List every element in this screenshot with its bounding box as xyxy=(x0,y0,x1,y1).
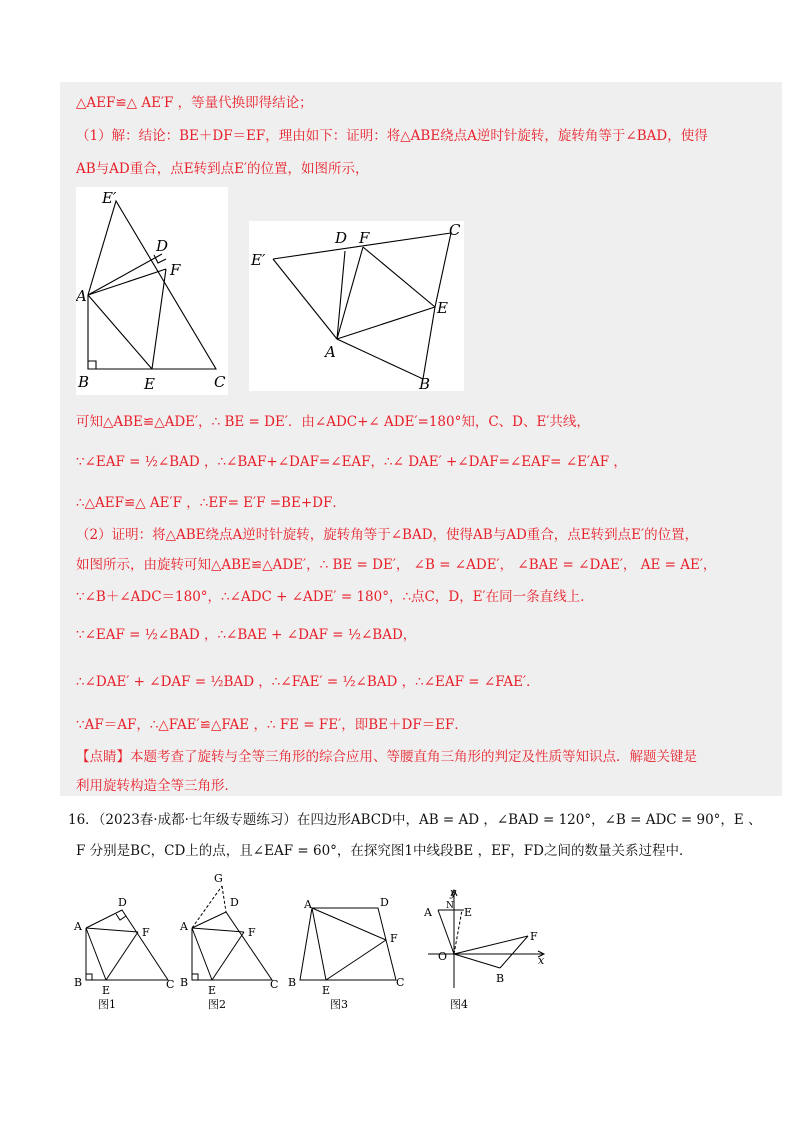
problem-line-1: 16．（2023春·成都·七年级专题练习）在四边形ABCD中，AB = AD ，∠BAD = 120°，∠B = ADC = 90°，E 、 xyxy=(68,812,762,828)
label-f: F xyxy=(530,930,538,943)
label-b: B xyxy=(496,972,505,985)
figure-1 xyxy=(66,880,189,1010)
figure-1-diagram xyxy=(66,880,189,1010)
label-a: A xyxy=(76,287,87,305)
figure-3-diagram xyxy=(286,894,410,1010)
label-d: D xyxy=(380,896,389,909)
solution-line-9: ∵∠B＋∠ADC＝180°，∴∠ADC + ∠ADE′ = 180°，∴点C，D，E′在同一条直线上． xyxy=(76,589,594,605)
solution-line-3: AB与AD重合，点E转到点E′的位置，如图所示， xyxy=(76,161,369,177)
label-c: C xyxy=(449,221,461,239)
label-f: F xyxy=(142,926,150,939)
label-b: B xyxy=(180,976,189,989)
label-x: x xyxy=(538,954,545,967)
label-b: B xyxy=(74,976,83,989)
label-e: E xyxy=(144,375,155,393)
label-a: A xyxy=(424,906,432,919)
label-g: G xyxy=(214,872,223,885)
solution-line-10: ∵∠EAF = ½∠BAD ，∴∠BAE + ∠DAF = ½∠BAD， xyxy=(76,627,417,643)
figure-4-diagram xyxy=(420,884,550,1010)
label-d: D xyxy=(118,896,127,909)
solution-line-4: 可知△ABE≌△ADE′，∴ BE = DE′．由∠ADC+∠ ADE′=180°知，C、D、E′共线， xyxy=(76,414,590,430)
label-e-prime: E′ xyxy=(102,189,117,207)
label-c: C xyxy=(270,978,279,991)
solution-line-2: （1）解：结论：BE＋DF＝EF，理由如下：证明：将△ABE绕点A逆时针旋转，旋转角等于∠BAD，使得 xyxy=(76,128,708,144)
solution-line-12: ∵AF＝AF，∴△FAE′≌△FAE ，∴ FE = FE′，即BE＋DF＝EF． xyxy=(76,717,468,733)
figure-4-caption: 图4 xyxy=(450,998,468,1010)
label-c: C xyxy=(166,978,175,991)
label-b: B xyxy=(419,375,431,391)
label-e: E xyxy=(464,906,473,919)
solution-line-11: ∴∠DAE′ + ∠DAF = ½BAD ，∴∠FAE′ = ½∠BAD ，∴∠EAF = ∠FAE′． xyxy=(76,674,540,690)
solution-line-5: ∵∠EAF = ½∠BAD ，∴∠BAF+∠DAF=∠EAF，∴∠ DAE′ +∠DAF=∠EAF= ∠E′AF ， xyxy=(76,454,627,470)
label-e: E xyxy=(208,984,217,997)
label-e-prime: E′ xyxy=(251,251,266,269)
figure-top-left xyxy=(76,187,228,395)
figure-2-caption: 图2 xyxy=(208,998,226,1010)
label-o: O xyxy=(438,950,448,963)
figure-3-caption: 图3 xyxy=(330,998,348,1010)
label-y: y xyxy=(450,886,457,899)
label-c: C xyxy=(214,373,226,391)
figure-4 xyxy=(420,884,550,1010)
figure-3 xyxy=(286,894,410,1010)
label-d: D xyxy=(230,896,239,909)
label-n: N xyxy=(446,901,454,911)
solution-line-13: 【点睛】本题考查了旋转与全等三角形的综合应用、等腰直角三角形的判定及性质等知识点．解题关键是 xyxy=(76,749,697,765)
label-e: E xyxy=(322,984,331,997)
label-f: F xyxy=(170,261,181,279)
figure-2 xyxy=(174,866,284,1010)
label-d: D xyxy=(335,229,348,247)
label-b: B xyxy=(78,373,90,391)
label-a: A xyxy=(304,898,312,911)
label-f: F xyxy=(390,932,398,945)
label-a: A xyxy=(74,920,82,933)
figure-top-left-diagram xyxy=(76,187,228,395)
solution-line-7: （2）证明：将△ABE绕点A逆时针旋转，旋转角等于∠BAD，使得AB与AD重合，点E转到点E′的位置， xyxy=(76,527,699,543)
label-e: E xyxy=(102,984,111,997)
figure-1-caption: 图1 xyxy=(98,998,116,1010)
label-d: D xyxy=(156,237,169,255)
label-a: A xyxy=(180,920,188,933)
problem-line-2: F 分别是BC，CD上的点，且∠EAF = 60°，在探究图1中线段BE ，EF，FD之间的数量关系过程中． xyxy=(76,843,693,859)
label-f: F xyxy=(359,229,370,247)
solution-line-1: △AEF≌△ AE′F ，等量代换即得结论； xyxy=(76,95,313,111)
solution-line-8: 如图所示，由旋转可知△ABE≌△ADE′，∴ BE = DE′， ∠B = ∠ADE′， ∠BAE = ∠DAE′， AE = AE′， xyxy=(76,557,717,573)
label-a: A xyxy=(325,343,336,361)
label-f: F xyxy=(248,926,256,939)
label-b: B xyxy=(288,976,297,989)
figure-top-right-diagram xyxy=(249,221,464,391)
label-e: E xyxy=(437,299,448,317)
solution-line-6: ∴△AEF≌△ AE′F ，∴EF= E′F =BE+DF． xyxy=(76,495,346,511)
figure-2-diagram xyxy=(174,866,284,1010)
label-c: C xyxy=(396,976,405,989)
solution-line-14: 利用旋转构造全等三角形． xyxy=(76,778,238,794)
figure-top-right xyxy=(249,221,464,391)
